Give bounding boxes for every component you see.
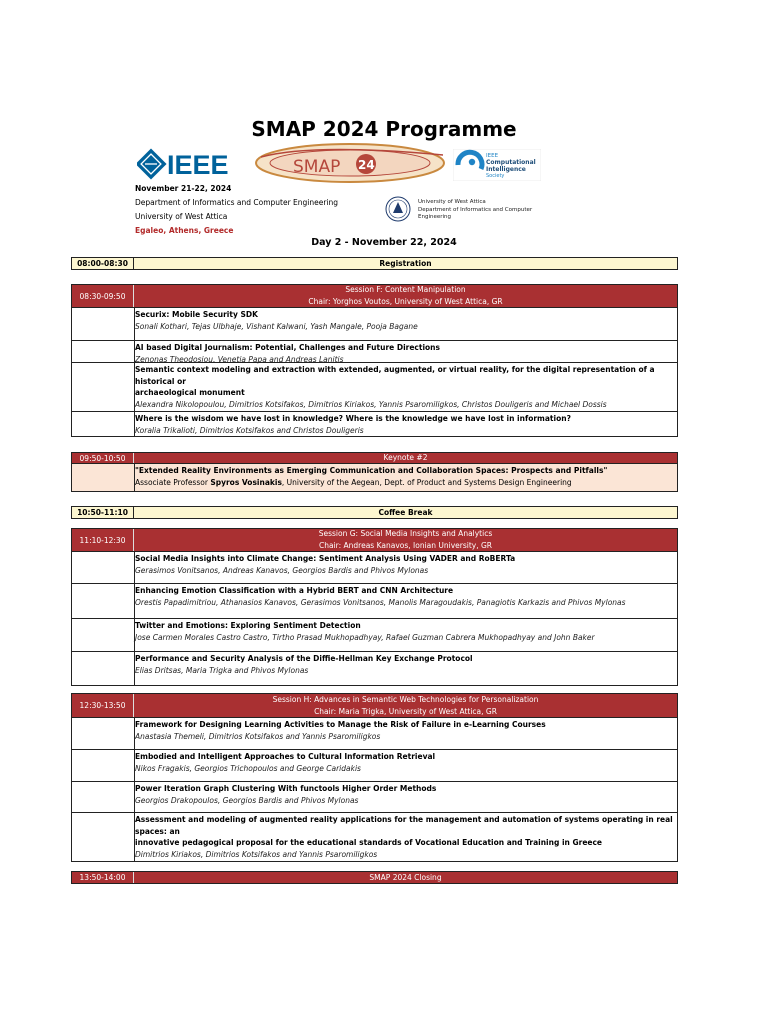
keynote-speaker-line: Associate Professor Spyros Vosinakis, University of the Aegean, Dept. of Product and Systems Design Engineering <box>135 478 572 487</box>
paper-authors: Georgios Drakopoulos, Georgios Bardis and Phivos Mylonas <box>135 795 359 805</box>
paper-authors: Koralia Trikalioti, Dimitrios Kotsifakos and Christos Douligeris <box>135 425 364 435</box>
paper-title: Performance and Security Analysis of the Diffie-Hellman Key Exchange Protocol <box>135 654 473 663</box>
time-cell: 11:10-12:30 <box>72 529 134 551</box>
paper-title: Twitter and Emotions: Exploring Sentiment Detection <box>135 621 361 630</box>
paper-title: Social Media Insights into Climate Change: Sentiment Analysis Using VADER and RoBERTa <box>135 554 516 563</box>
keynote-label: Keynote #2 <box>383 453 428 462</box>
paper-row <box>71 619 678 652</box>
paper-title: Enhancing Emotion Classification with a Hybrid BERT and CNN Architecture <box>135 586 454 595</box>
svg-text:Intelligence: Intelligence <box>486 166 526 173</box>
paper-row <box>71 552 678 584</box>
keynote-header <box>71 452 678 464</box>
paper-title: Semantic context modeling and extraction with extended, augmented, or virtual reality, for the digital representation of a historical or <box>135 365 655 386</box>
time-cell: 12:30-13:50 <box>72 694 134 717</box>
paper-title-cont: innovative pedagogical proposal for the educational standards of Vocational Education and Training in Greece <box>135 838 603 847</box>
paper-row <box>71 652 678 686</box>
paper-title-cont: archaeological monument <box>135 388 245 397</box>
session-chair: Chair: Maria Trigka, University of West Attica, GR <box>314 706 497 716</box>
registration-row <box>71 257 678 270</box>
svg-text:24: 24 <box>358 158 375 172</box>
paper-title: Embodied and Intelligent Approaches to Cultural Information Retrieval <box>135 752 436 761</box>
paper-authors: Alexandra Nikolopoulou, Dimitrios Kotsifakos, Dimitrios Kiriakos, Yannis Psaromiligkos, Christos Douligeris and Michael Dossis <box>135 399 607 409</box>
time-cell: 10:50-11:10 <box>72 507 134 518</box>
day-heading: Day 2 - November 22, 2024 <box>311 237 457 248</box>
paper-title: Power Iteration Graph Clustering With functools Higher Order Methods <box>135 784 437 793</box>
session-chair: Chair: Andreas Kanavos, Ionian University, GR <box>318 541 493 550</box>
time-cell: 13:50-14:00 <box>72 872 134 883</box>
paper-authors: Dimitrios Kiriakos, Dimitrios Kotsifakos and Yannis Psaromiligkos <box>135 849 378 859</box>
paper-authors: Zenonas Theodosiou, Venetia Papa and Andreas Lanitis <box>135 354 344 364</box>
paper-authors: Jose Carmen Morales Castro Castro, Tirtho Prasad Mukhopadhyay, Rafael Guzman Cabrera Mukhopadhyay and John Baker <box>135 632 595 642</box>
paper-row <box>71 584 678 619</box>
paper-row <box>71 308 678 341</box>
registration-label: Registration <box>379 259 432 268</box>
paper-authors: Sonali Kothari, Tejas Ulbhaje, Vishant Kalwani, Yash Mangale, Pooja Bagane <box>135 321 418 331</box>
svg-text:SMAP: SMAP <box>293 157 341 177</box>
session-title: Session F: Content Manipulation <box>345 285 466 294</box>
closing-row <box>71 871 678 884</box>
time-cell: 08:30-09:50 <box>72 285 134 307</box>
paper-title: Where is the wisdom we have lost in knowledge? Where is the knowledge we have lost in information? <box>135 414 571 423</box>
session-title: Session H: Advances in Semantic Web Technologies for Personalization <box>272 694 539 704</box>
keynote-row <box>71 464 678 492</box>
paper-title: Securix: Mobile Security SDK <box>135 310 258 319</box>
paper-authors: Orestis Papadimitriou, Athanasios Kanavos, Gerasimos Vonitsanos, Manolis Maragoudakis, Panagiotis Karkazis and Phivos Mylonas <box>135 597 626 607</box>
paper-authors: Elias Dritsas, Maria Trigka and Phivos Mylonas <box>135 665 309 675</box>
paper-row <box>71 782 678 813</box>
university: University of West Attica <box>135 212 228 221</box>
department: Department of Informatics and Computer Engineering <box>135 198 339 207</box>
coffee-label: Coffee Break <box>378 508 433 517</box>
paper-authors: Gerasimos Vonitsanos, Andreas Kanavos, Georgios Bardis and Phivos Mylonas <box>135 565 429 575</box>
svg-text:Computational: Computational <box>486 159 536 166</box>
cis-logo <box>453 149 541 181</box>
session-f-header <box>71 284 678 308</box>
ieee-logo <box>137 148 247 180</box>
paper-title: Assessment and modeling of augmented reality applications for the management and automation of systems operating in real spaces: an <box>135 815 673 836</box>
keynote-speaker: Spyros Vosinakis <box>210 478 282 487</box>
event-dates: November 21-22, 2024 <box>135 184 232 193</box>
paper-row <box>71 750 678 782</box>
uwa-logo <box>384 196 414 222</box>
uwa-text: University of West Attica Department of Informatics and Computer Engineering <box>418 199 533 220</box>
paper-row <box>71 341 678 363</box>
paper-authors: Nikos Fragakis, Georgios Trichopoulos and George Caridakis <box>135 763 361 773</box>
session-chair: Chair: Yorghos Voutos, University of West Attica, GR <box>308 297 503 306</box>
session-g-header <box>71 528 678 552</box>
paper-row <box>71 718 678 750</box>
session-title: Session G: Social Media Insights and Analytics <box>318 529 493 538</box>
paper-authors: Anastasia Themeli, Dimitrios Kotsifakos and Yannis Psaromiligkos <box>135 731 381 741</box>
paper-title: AI based Digital Journalism: Potential, Challenges and Future Directions <box>135 343 440 352</box>
svg-text:IEEE: IEEE <box>167 150 229 180</box>
paper-row <box>71 813 678 862</box>
time-cell: 09:50-10:50 <box>72 453 134 463</box>
keynote-talk: "Extended Reality Environments as Emerging Communication and Collaboration Spaces: Prospects and Pitfalls" <box>135 466 608 475</box>
coffee-row <box>71 506 678 519</box>
session-h-header <box>71 693 678 718</box>
svg-text:Society: Society <box>486 173 505 179</box>
paper-row <box>71 363 678 412</box>
svg-text:IEEE: IEEE <box>486 153 499 159</box>
venue-city: Egaleo, Athens, Greece <box>135 226 234 235</box>
page-title: SMAP 2024 Programme <box>251 117 517 141</box>
closing-label: SMAP 2024 Closing <box>369 872 442 882</box>
paper-title: Framework for Designing Learning Activities to Manage the Risk of Failure in e-Learning Courses <box>135 720 546 729</box>
paper-row <box>71 412 678 437</box>
time-cell: 08:00-08:30 <box>72 258 134 269</box>
smap-logo <box>253 141 448 185</box>
